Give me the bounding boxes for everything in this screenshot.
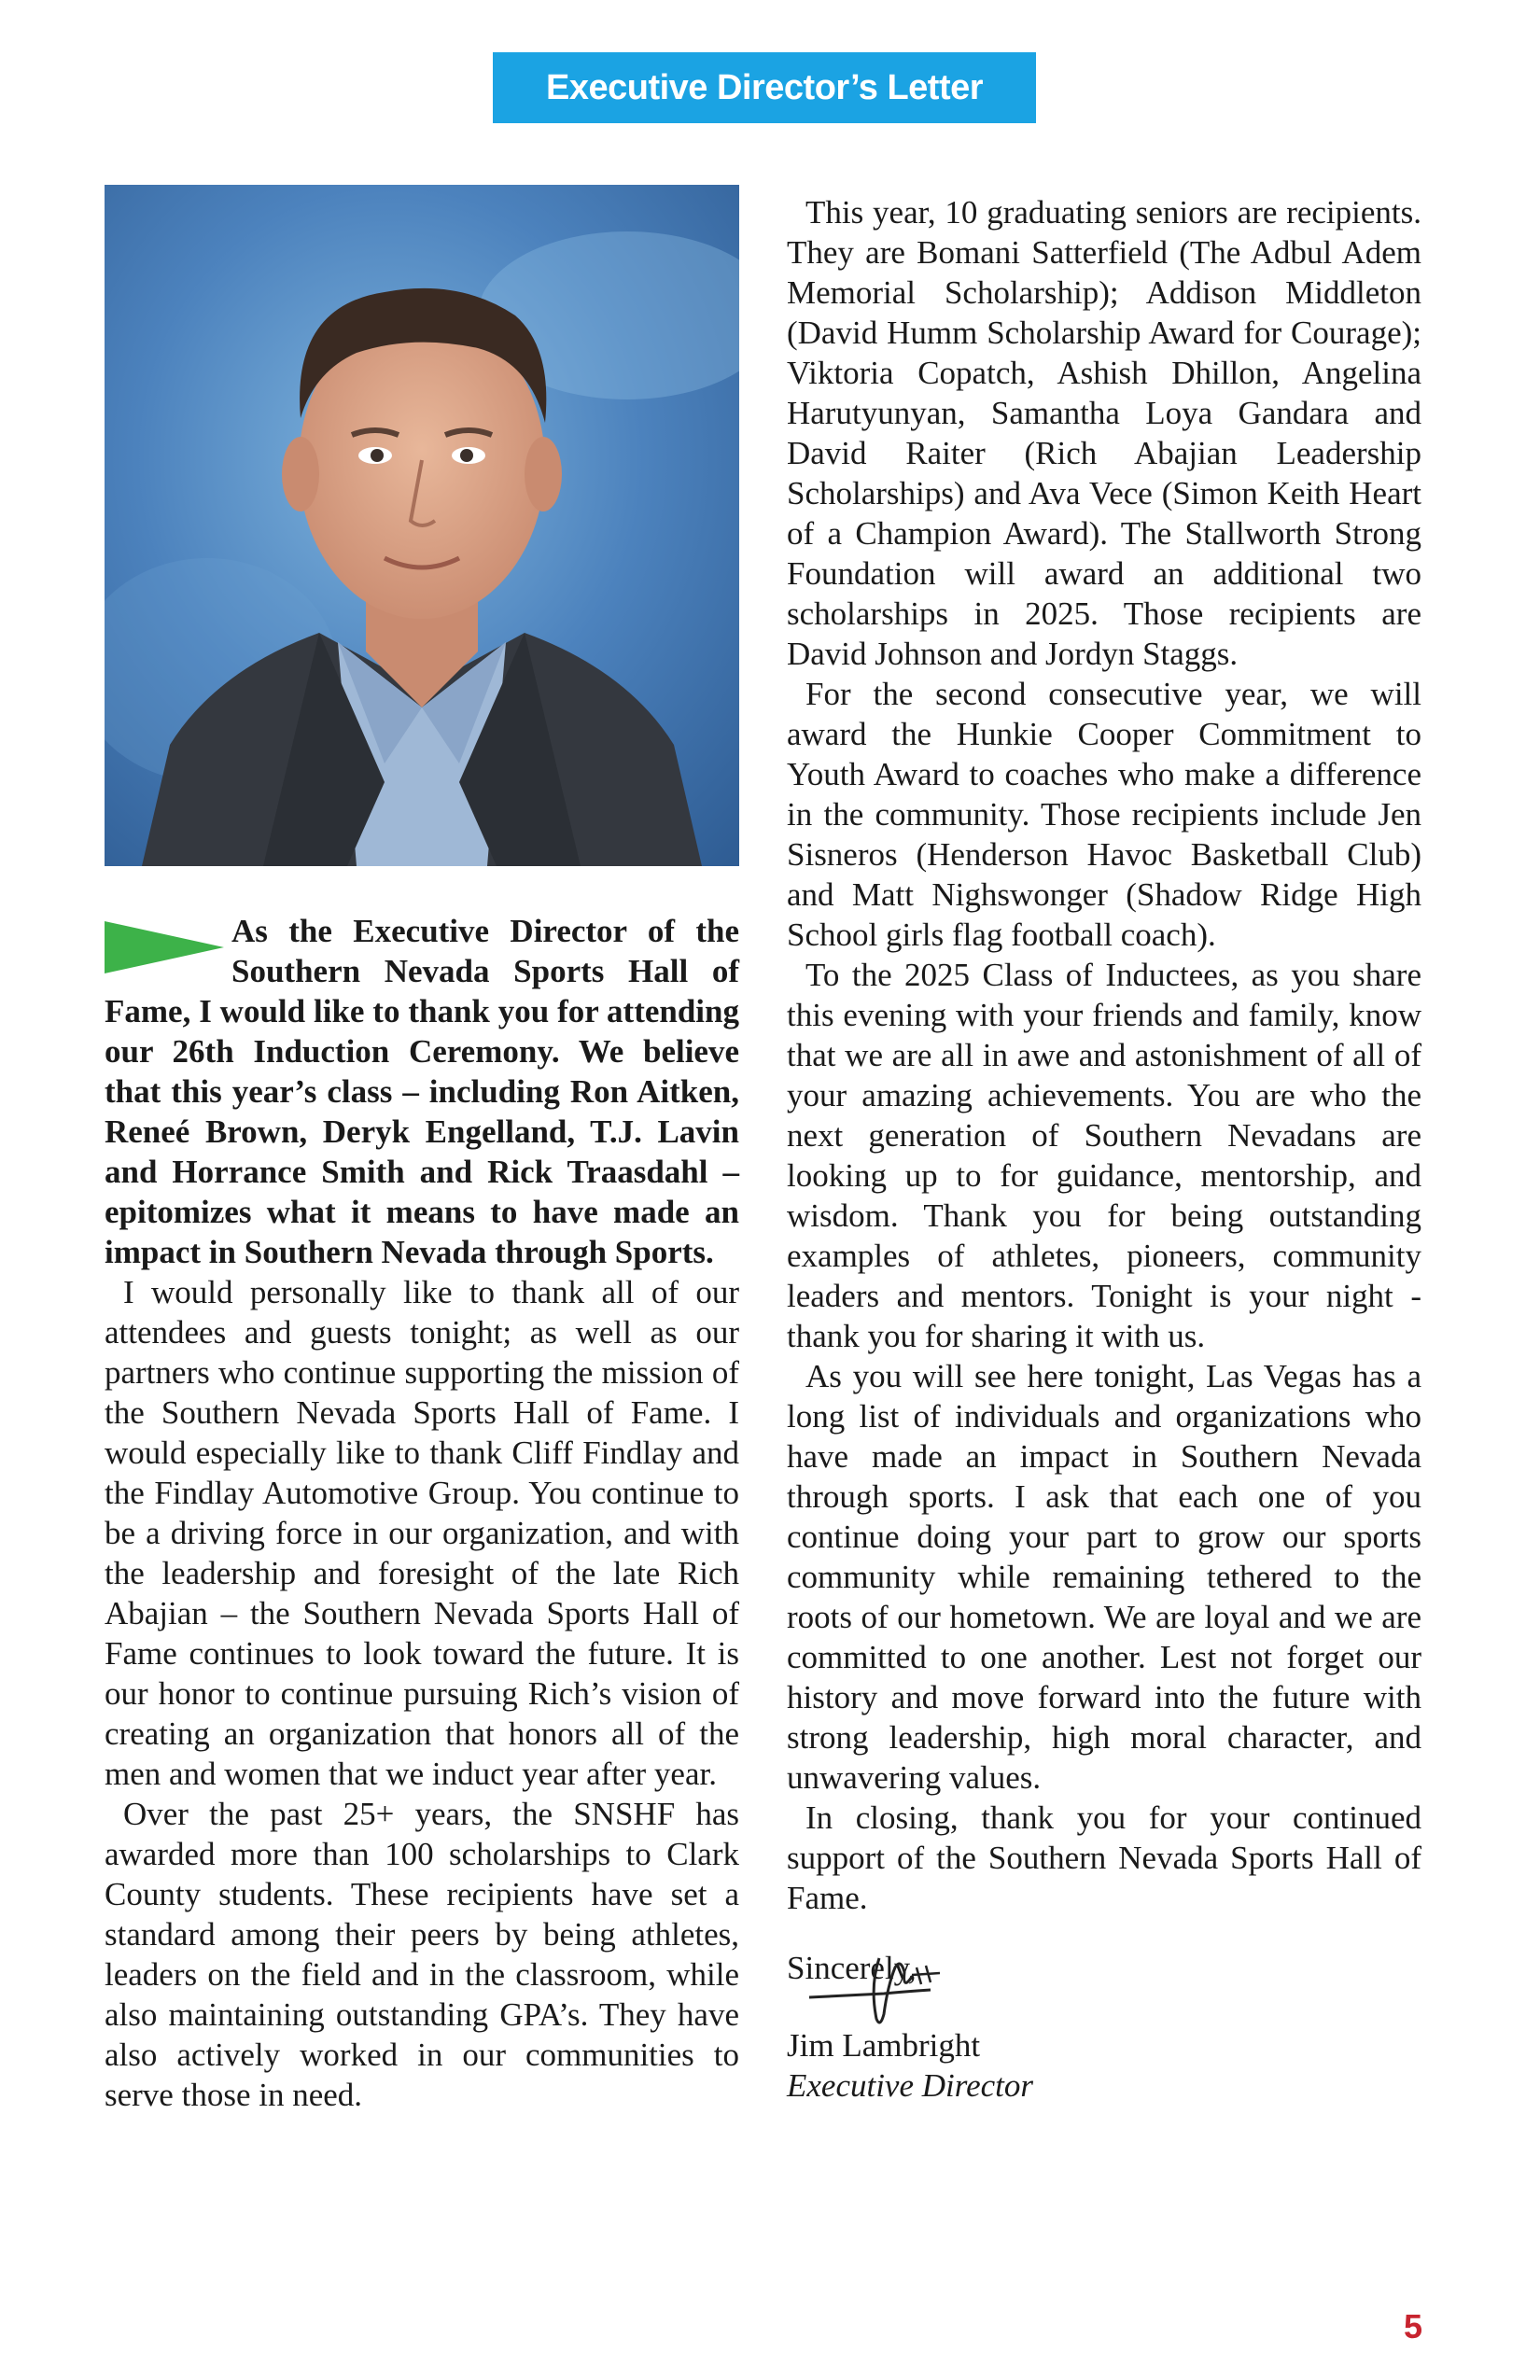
body-paragraph: I would personally like to thank all of our attendees and guests tonight; as well as our partners who continue supporting the mission of the Southern Nevada Sports Hall of Fame. I would especially like to thank Cliff Findlay and the Findlay Automotive Group. You continue to be a driving force in our organization, and with the leadership and foresight of the late Rich Abajian – the Southern Nevada Sports Hall of Fame continues to look toward the future. It is our honor to continue pursuing Rich’s vision of creating an organization that honors all of the men and women that we induct year after year. [105, 1274, 739, 1792]
section-title: Executive Director’s Letter [545, 67, 984, 107]
pennant-spacer [105, 911, 231, 991]
section-title-badge [493, 52, 1036, 123]
body-paragraph: For the second consecutive year, we will award the Hunkie Cooper Commitment to Youth Award to coaches who make a difference in the community. Those recipients include Jen Sisneros (Henderson Havoc Basketball Club) and Matt Nighswonger (Shadow Ridge High School girls flag football coach). [787, 676, 1421, 953]
body-paragraph: As you will see here tonight, Las Vegas has a long list of individuals and organizations who have made an impact in Southern Nevada through sports. I ask that each one of you continue doing your part to grow our sports community while remaining tethered to the roots of our hometown. We are loyal and we are committed to one another. Lest not forget our history and move forward into the future with strong leadership, high moral character, and unwavering values. [787, 1358, 1421, 1796]
signer-title: Executive Director [787, 2067, 1033, 2104]
page-number: 5 [1403, 2307, 1422, 2345]
signature-block [787, 1948, 1421, 2106]
body-paragraph: This year, 10 graduating seniors are recipients. They are Bomani Satterfield (The Adbul Adem Memorial Scholarship); Addison Middleton (David Humm Scholarship Award for Courage); Viktoria Copatch, Ashish Dhillon, Angelina Harutyunyan, Samantha Loya Gandara and David Raiter (Rich Abajian Leadership Scholarships) and Ava Vece (Simon Keith Heart of a Champion Award). The Stallworth Strong Foundation will award an additional two scholarships in 2025. Those recipients are David Johnson and Jordyn Staggs. [787, 194, 1421, 672]
lead-paragraph: As the Executive Director of the Southern Nevada Sports Hall of Fame, I would like to thank you for attending our 26th Induction Ceremony. We believe that this year’s class – including Ron Aitken, Reneé Brown, Deryk Engelland, T.J. Lavin and Horrance Smith and Rick Traasdahl – epitomizes what it means to have made an impact in Southern Nevada through Sports. [105, 913, 739, 1270]
signer-name: Jim Lambright [787, 2027, 981, 2064]
letter-left-column [105, 911, 739, 2115]
portrait-photo-icon [105, 185, 739, 866]
portrait-photo [105, 185, 739, 866]
body-paragraph: In closing, thank you for your continued support of the Southern Nevada Sports Hall of Fame. [787, 1799, 1421, 1916]
handwritten-signature-icon [791, 1939, 968, 2033]
closing-salutation: Sincerely, [787, 1950, 917, 1986]
letter-right-column [787, 192, 1421, 2106]
body-paragraph: To the 2025 Class of Inductees, as you share this evening with your friends and family, know that we are all in awe and astonishment of all of your amazing achievements. You are who the next generation of Southern Nevadans are looking up to for guidance, mentorship, and wisdom. Thank you for being outstanding examples of athletes, pioneers, community leaders and mentors. Tonight is your night - thank you for sharing it with us. [787, 957, 1421, 1354]
body-paragraph: Over the past 25+ years, the SNSHF has awarded more than 100 scholarships to Clark County students. These recipients have set a standard among their peers by being athletes, leaders on the field and in the classroom, while also maintaining outstanding GPA’s. They have also actively worked in our communities to serve those in need. [105, 1796, 739, 2113]
